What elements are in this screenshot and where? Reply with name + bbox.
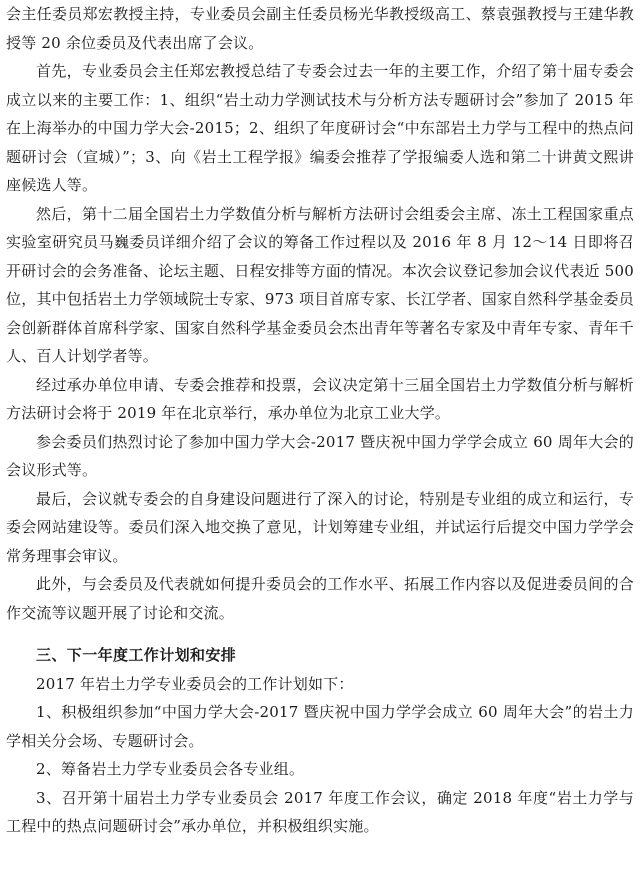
section-heading-next-year-plan: 三、下一年度工作计划和安排 — [36, 646, 237, 664]
paragraph-annual-summary: 首先，专业委员会主任郑宏教授总结了专委会过去一年的主要工作，介绍了第十届专委会成立以来的主要工作：1、组织“岩土动力学测试技术与分析方法专题研讨会”参加了 2015 年在上海举办的中国力学大会-2015；2、组织了年度研讨会“中东部岩土力学与工程中的热点问题研讨会（宣城）”；3、向《岩土工程学报》编委会推荐了学报编委人选和第二十讲黄文熙讲座候选人等。 — [6, 62, 634, 194]
paragraph-plan-intro: 2017 年岩土力学专业委员会的工作计划如下： — [36, 674, 354, 693]
paragraph-attendance: 会主任委员郑宏教授主持，专业委员会副主任委员杨光华教授级高工、蔡袁强教授与王建华教授等 20 余位委员及代表出席了会议。 — [6, 5, 634, 52]
paragraph-other-topics: 此外，与会委员及代表就如何提升委员会的工作水平、拓展工作内容以及促进委员间的合作交流等议题开展了讨论和交流。 — [6, 575, 634, 622]
plan-item-2: 2、筹备岩土力学专业委员会各专业组。 — [36, 760, 305, 778]
plan-item-3: 3、召开第十届岩土力学专业委员会 2017 年度工作会议，确定 2018 年度“岩土力学与工程中的热点问题研讨会”承办单位，并积极组织实施。 — [6, 788, 634, 835]
paragraph-congress-discussion: 参会委员们热烈讨论了参加中国力学大会-2017 暨庆祝中国力学学会成立 60 周年大会的会议形式等。 — [6, 432, 634, 479]
paragraph-conference-preparation: 然后，第十二届全国岩土力学数值分析与解析方法研讨会组委会主席、冻土工程国家重点实验室研究员马巍委员详细介绍了会议的筹备工作过程以及 2016 年 8 月 12～14 日即将召开研讨会的会务准备、论坛主题、日程安排等方面的情况。本次会议登记参加会议代表近 500 位，其中包括岩土力学领域院士专家、973 项目首席专家、长江学者、国家自然科学基金委员会创新群体首席科学家、国家自然科学基金委员会杰出青年等著名专家及中青年专家、青年千人、百人计划学者等。 — [6, 204, 634, 365]
paragraph-self-building: 最后，会议就专委会的自身建设问题进行了深入的讨论，特别是专业组的成立和运行，专委会网站建设等。委员们深入地交换了意见，计划筹建专业组，并试运行后提交中国力学学会常务理事会审议。 — [6, 489, 634, 565]
paragraph-next-conference-decision: 经过承办单位申请、专委会推荐和投票，会议决定第十三届全国岩土力学数值分析与解析方法研讨会将于 2019 年在北京举行，承办单位为北京工业大学。 — [6, 375, 634, 422]
plan-item-1: 1、积极组织参加“中国力学大会-2017 暨庆祝中国力学学会成立 60 周年大会”的岩土力学相关分会场、专题研讨会。 — [6, 703, 634, 750]
document-page — [6, 0, 634, 841]
